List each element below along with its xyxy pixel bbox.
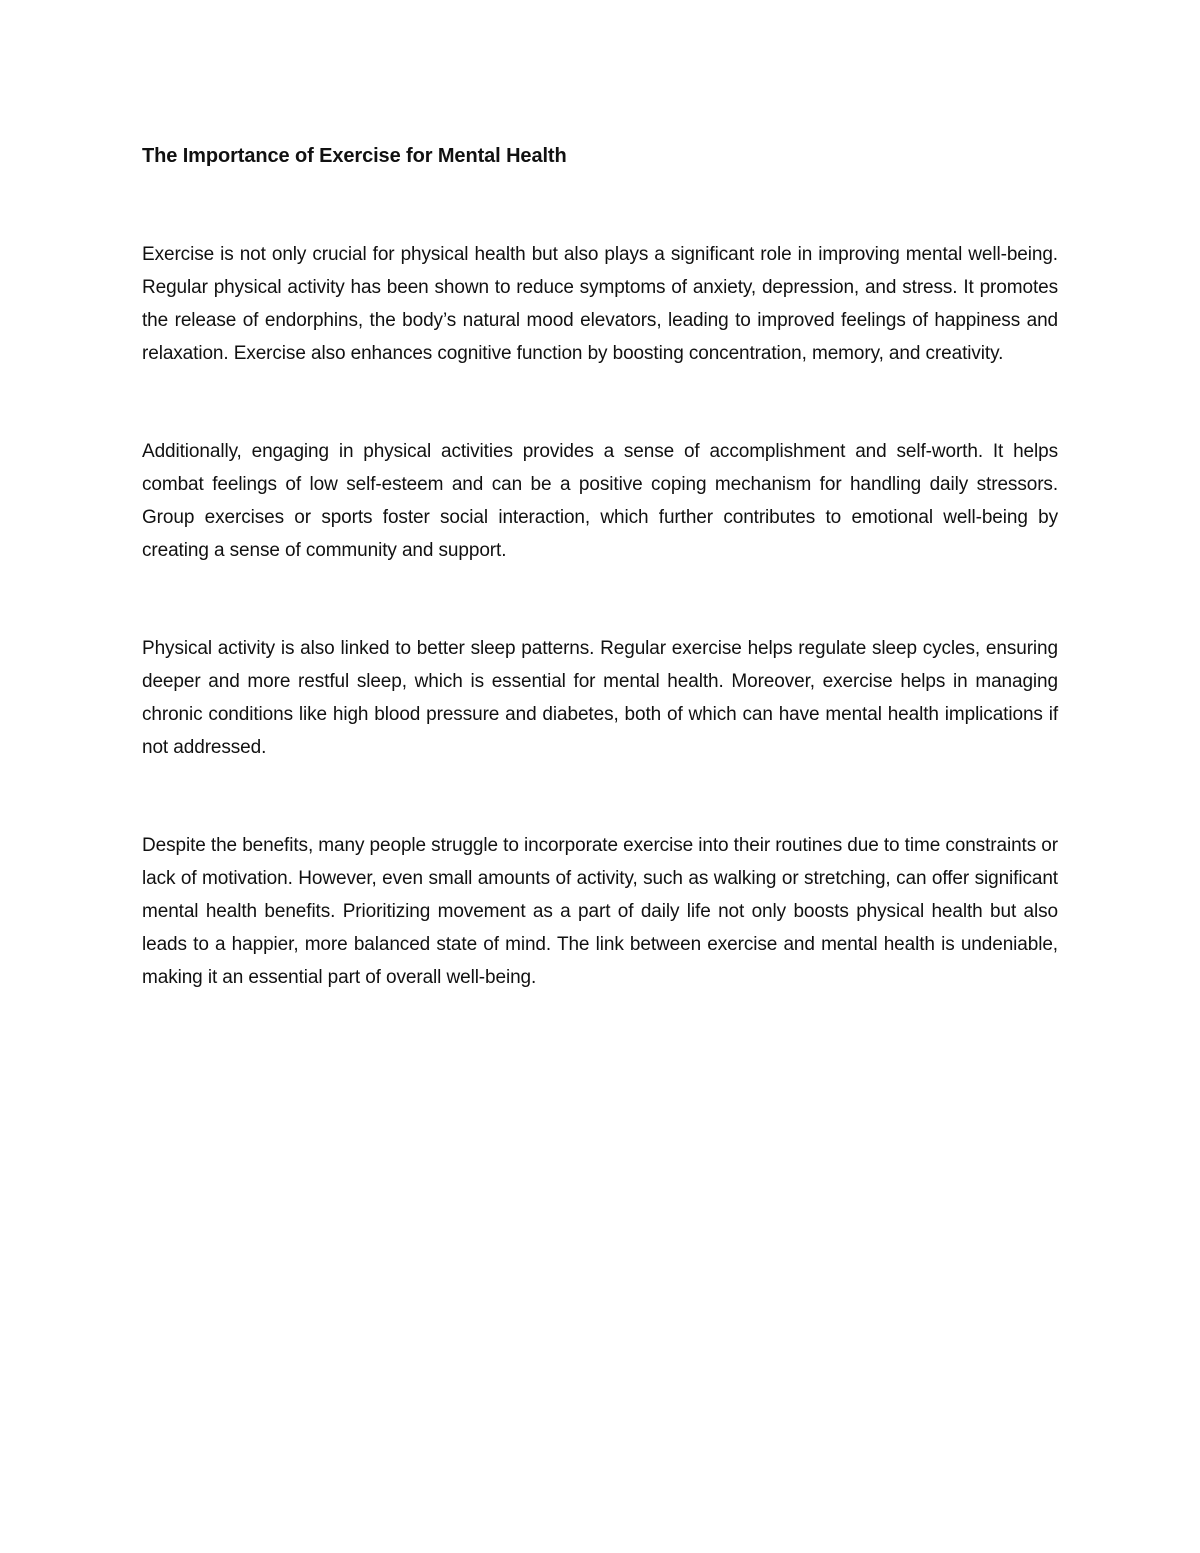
document-body: [142, 140, 1058, 1059]
paragraph-1: Exercise is not only crucial for physical health but also plays a significant role in improving mental well-being. Regular physical activity has been shown to reduce symptoms of anxiety, depression, and stress. It promotes the release of endorphins, the body’s natural mood elevators, leading to improved feelings of happiness and relaxation. Exercise also enhances cognitive function by boosting concentration, memory, and creativity.: [142, 244, 1058, 364]
paragraph-3: Physical activity is also linked to better sleep patterns. Regular exercise helps regulate sleep cycles, ensuring deeper and more restful sleep, which is essential for mental health. Moreover, exercise helps in managing chronic conditions like high blood pressure and diabetes, both of which can have mental health implications if not addressed.: [142, 638, 1058, 758]
document-title: The Importance of Exercise for Mental Health: [142, 145, 567, 167]
paragraph-2: Additionally, engaging in physical activities provides a sense of accomplishment and self-worth. It helps combat feelings of low self-esteem and can be a positive coping mechanism for handling daily stressors. Group exercises or sports foster social interaction, which further contributes to emotional well-being by creating a sense of community and support.: [142, 441, 1058, 561]
paragraph-4: Despite the benefits, many people struggle to incorporate exercise into their routines due to time constraints or lack of motivation. However, even small amounts of activity, such as walking or stretching, can offer significant mental health benefits. Prioritizing movement as a part of daily life not only boosts physical health but also leads to a happier, more balanced state of mind. The link between exercise and mental health is undeniable, making it an essential part of overall well-being.: [142, 835, 1058, 988]
